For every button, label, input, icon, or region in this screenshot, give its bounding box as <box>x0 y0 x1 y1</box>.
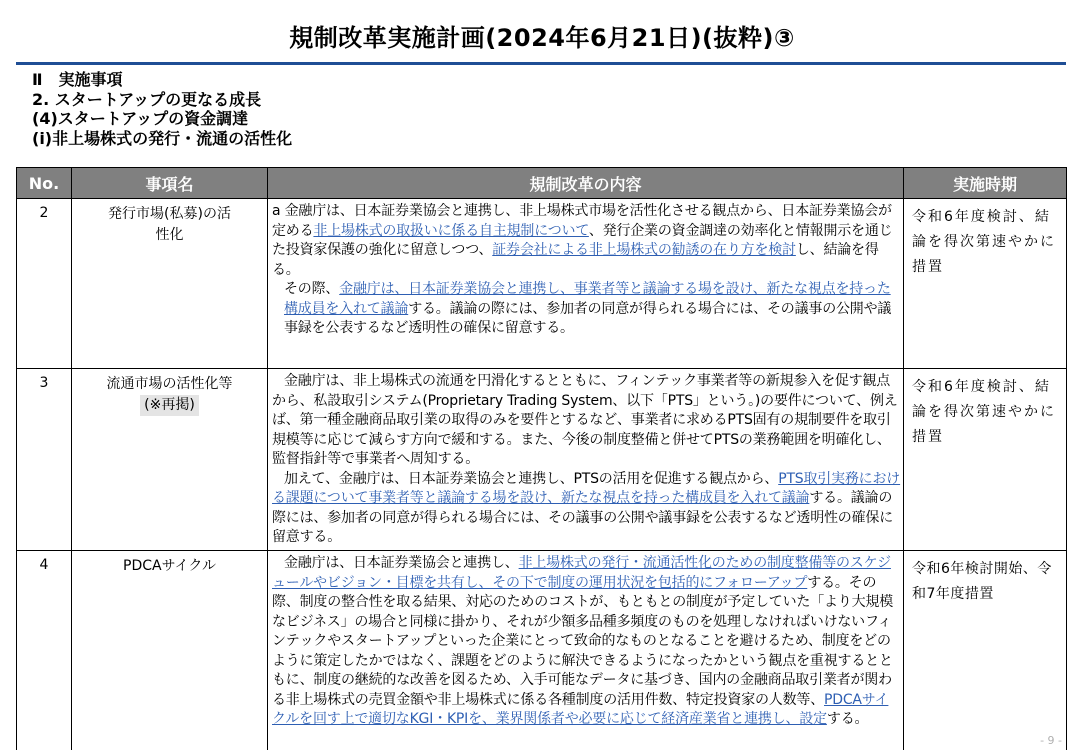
body-text: する。 <box>826 711 869 727</box>
section-headings <box>32 70 292 148</box>
highlighted-text: 金融庁は、日本証券業協会と連携し、事業者等と議論する場を設け、新たな視点を持った構成員を入れて議論 <box>284 281 891 317</box>
body-text: その際、 <box>284 281 340 297</box>
row-item-label: 流通市場の活性化等 <box>106 376 233 392</box>
row-timing: 令和6年度検討、結論を得次第速やかに措置 <box>904 369 1067 551</box>
row-no: 3 <box>17 369 72 551</box>
content-paragraph <box>272 280 901 339</box>
body-text: 加えて、金融庁は、日本証券業協会と連携し、PTSの活用を促進する観点から、 <box>284 470 779 487</box>
row-content <box>268 199 904 369</box>
header-no: No. <box>17 168 72 199</box>
header-timing: 実施時期 <box>904 168 1067 199</box>
header-content: 規制改革の内容 <box>268 168 904 199</box>
header-item: 事項名 <box>72 168 268 199</box>
content-paragraph <box>272 470 901 548</box>
row-item <box>72 369 268 551</box>
table-header-row <box>17 168 1067 199</box>
heading-level-4: (ⅰ)非上場株式の発行・流通の活性化 <box>32 128 293 148</box>
repost-note: (※再掲) <box>140 395 199 416</box>
highlighted-text: 非上場株式の発行・流通活性化のための制度整備等のスケジュールやビジョン・目標を共有し、その下で制度の運用状況を包括的にフォローアップ <box>272 555 891 591</box>
row-item <box>72 551 268 750</box>
row-content <box>268 551 904 750</box>
body-text: する。議論の際には、参加者の同意が得られる場合には、その議事の公開や議事録を公表するなど透明性の確保に留意する。 <box>284 300 892 336</box>
highlighted-text: PTS取引実務における課題について事業者等と議論する場を設け、新たな視点を持った構成員を入れて議論 <box>272 470 901 506</box>
body-text: a 金融庁は、日本証券業協会と連携し、非上場株式市場を活性化させる観点から、日本証券業協会が定める <box>272 203 892 239</box>
table-row <box>17 551 1067 750</box>
body-text: し、結論を得る。 <box>272 242 879 278</box>
page-title: 規制改革実施計画(2024年6月21日)(抜粋)③ <box>289 24 795 52</box>
reform-plan-table <box>16 167 1067 750</box>
highlighted-text: PDCAサイクルを回す上で適切なKGI・KPIを、業界関係者や必要に応じて経済産業省と連携し、設定 <box>272 691 889 727</box>
heading-level-2: 2. スタートアップの更なる成長 <box>32 89 262 109</box>
row-content <box>268 369 904 551</box>
row-item-label: PDCAサイクル <box>123 558 216 574</box>
heading-level-3: (4)スタートアップの資金調達 <box>32 109 249 128</box>
highlighted-text: 非上場株式の取扱いに係る自主規制について <box>313 222 589 239</box>
row-item <box>72 199 268 369</box>
title-underline <box>16 62 1066 65</box>
page-number: - 9 - <box>1040 734 1062 747</box>
body-text: 、発行企業の資金調達の効率化と情報開示を通じた投資家保護の強化に留意しつつ、 <box>272 222 893 258</box>
row-item-label: 発行市場(私募)の活性化 <box>108 206 231 243</box>
content-paragraph <box>272 554 901 730</box>
content-paragraph <box>272 202 901 280</box>
table-row <box>17 199 1067 369</box>
row-no: 2 <box>17 199 72 369</box>
row-no: 4 <box>17 551 72 750</box>
heading-level-1: Ⅱ 実施事項 <box>32 70 123 89</box>
content-paragraph <box>272 372 901 470</box>
row-timing: 令和6年度検討、結論を得次第速やかに措置 <box>904 199 1067 369</box>
row-timing: 令和6年検討開始、令和7年度措置 <box>904 551 1067 750</box>
highlighted-text: 証券会社による非上場株式の勧誘の在り方を検討 <box>492 242 796 258</box>
body-text: する。その際、制度の整合性を取る結果、対応のためのコストが、もともとの制度が予定していた「より大規模なビジネス」の場合と同様に掛かり、それが少額多品種多頻度のものを処理しなければいけないフィンテックやスタートアップといった企業にとって致命的なものとなることを避けるため、制度をどのように策定したかではなく、課題をどのように解決できるようになったかという観点を重視するとともに、制度の継続的な改善を図るため、入手可能なデータに基づき、国内の金融商品取引業者が関わる非上場株式の売買金額や非上場株式に係る各種制度の活用件数、特定投資家の人数等、 <box>272 574 893 708</box>
table-row <box>17 369 1067 551</box>
body-text: する。議論の際には、参加者の同意が得られる場合には、その議事の公開や議事録を公表するなど透明性の確保に留意する。 <box>272 490 893 545</box>
body-text: 金融庁は、日本証券業協会と連携し、 <box>284 555 519 571</box>
body-text: 金融庁は、非上場株式の流通を円滑化するとともに、フィンテック事業者等の新規参入を促す観点から、私設取引システム(Proprietary Trading System、以下「PTS」という。)の要件について、例えば、第一種金融商品取引業の取得のみを要件とするなど、事業者に求めるPTS固有の規制要件を取引規模等に応じて減らす方向で緩和する。また、今後の制度整備と併せてPTSの業務範囲を明確化し、監督指針等で事業者へ周知する。 <box>272 373 898 467</box>
